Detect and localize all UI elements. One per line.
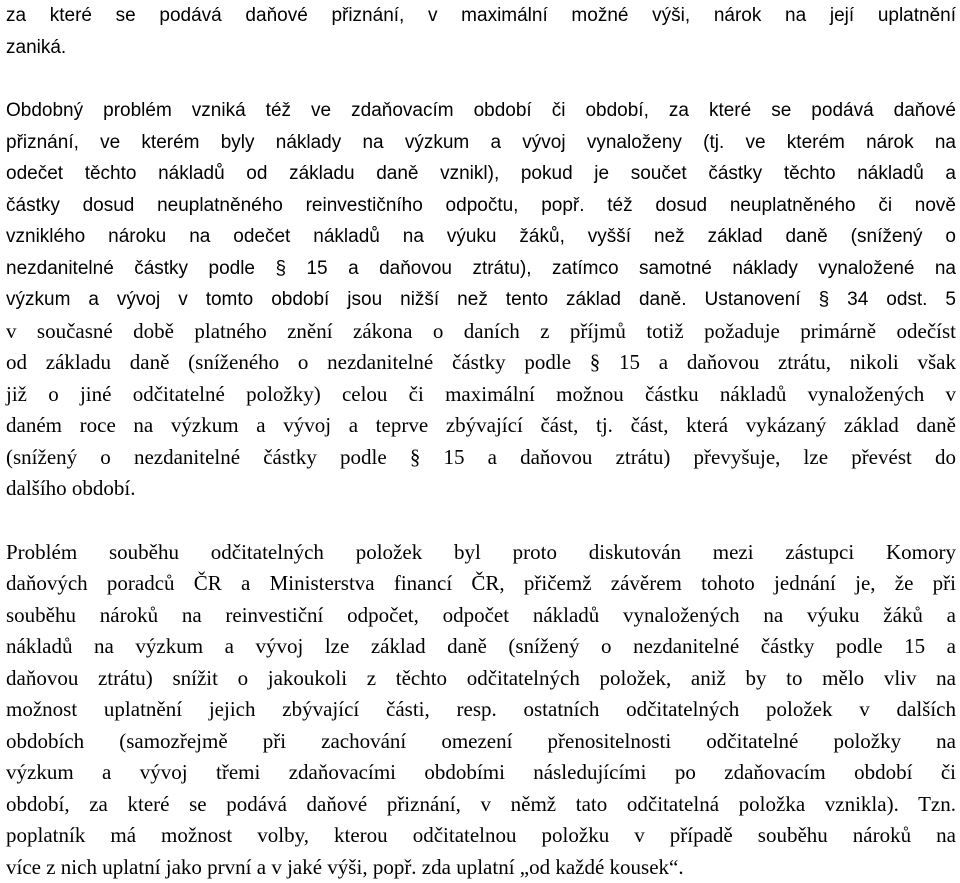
text-line: vzniklého nároku na odečet nákladů na výuku žáků, vyšší než základ daně (snížený o (6, 221, 956, 253)
paragraph-spacer (6, 63, 956, 95)
text-line: Problém souběhu odčitatelných položek byl proto diskutován mezi zástupci Komory (6, 537, 956, 569)
text-line: od základu daně (sníženého o nezdanitelné částky podle § 15 a daňovou ztrátu, nikoli však (6, 347, 956, 379)
text-line: obdobích (samozřejmě při zachování omezení přenositelnosti odčitatelné položky na (6, 726, 956, 758)
paragraph-3 (6, 537, 956, 883)
text-line: odečet těchto nákladů od základu daně vznikl), pokud je součet částky těchto nákladů a (6, 158, 956, 190)
text-line: (snížený o nezdanitelné částky podle § 15 a daňovou ztrátu) převyšuje, lze převést do (6, 442, 956, 474)
text-line: období, za které se podává daňové přiznání, v němž tato odčitatelná položka vznikla). Tzn. (6, 789, 956, 821)
text-line: dalšího období. (6, 473, 956, 505)
paragraph-1 (6, 0, 956, 63)
text-line: nákladů na výzkum a vývoj lze základ daně (snížený o nezdanitelné částky podle 15 a (6, 631, 956, 663)
paragraph-2 (6, 95, 956, 505)
text-line: daňovou ztrátu) snížit o jakoukoli z těchto odčitatelných položek, aniž by to mělo vliv na (6, 663, 956, 695)
text-line: Obdobný problém vzniká též ve zdaňovacím období či období, za které se podává daňové (6, 95, 956, 127)
text-line: již o jiné odčitatelné položky) celou či maximální možnou částku nákladů vynaložených v (6, 379, 956, 411)
text-line: přiznání, ve kterém byly náklady na výzkum a vývoj vynaloženy (tj. ve kterém nárok na (6, 127, 956, 159)
text-line: možnost uplatnění jejich zbývající části, resp. ostatních odčitatelných položek v dalších (6, 694, 956, 726)
document-page (6, 0, 956, 883)
text-line: zaniká. (6, 32, 956, 64)
text-line: v současné době platného znění zákona o daních z příjmů totiž požaduje primárně odečíst (6, 316, 956, 348)
text-line: částky dosud neuplatněného reinvestičního odpočtu, popř. též dosud neuplatněného či nově (6, 190, 956, 222)
text-line: za které se podává daňové přiznání, v maximální možné výši, nárok na její uplatnění (6, 0, 956, 32)
text-line: poplatník má možnost volby, kterou odčitatelnou položku v případě souběhu nároků na (6, 820, 956, 852)
text-line: souběhu nároků na reinvestiční odpočet, odpočet nákladů vynaložených na výuku žáků a (6, 600, 956, 632)
text-line: daném roce na výzkum a vývoj a teprve zbývající část, tj. část, která vykázaný základ daně (6, 410, 956, 442)
text-line: výzkum a vývoj třemi zdaňovacími obdobími následujícími po zdaňovacím období či (6, 757, 956, 789)
text-line: výzkum a vývoj v tomto období jsou nižší než tento základ daně. Ustanovení § 34 odst. 5 (6, 284, 956, 316)
text-line: daňových poradců ČR a Ministerstva financí ČR, přičemž závěrem tohoto jednání je, že při (6, 568, 956, 600)
text-line: nezdanitelné částky podle § 15 a daňovou ztrátu), zatímco samotné náklady vynaložené na (6, 253, 956, 285)
text-line: více z nich uplatní jako první a v jaké výši, popř. zda uplatní „od každé kousek“. (6, 852, 956, 883)
paragraph-spacer (6, 505, 956, 537)
